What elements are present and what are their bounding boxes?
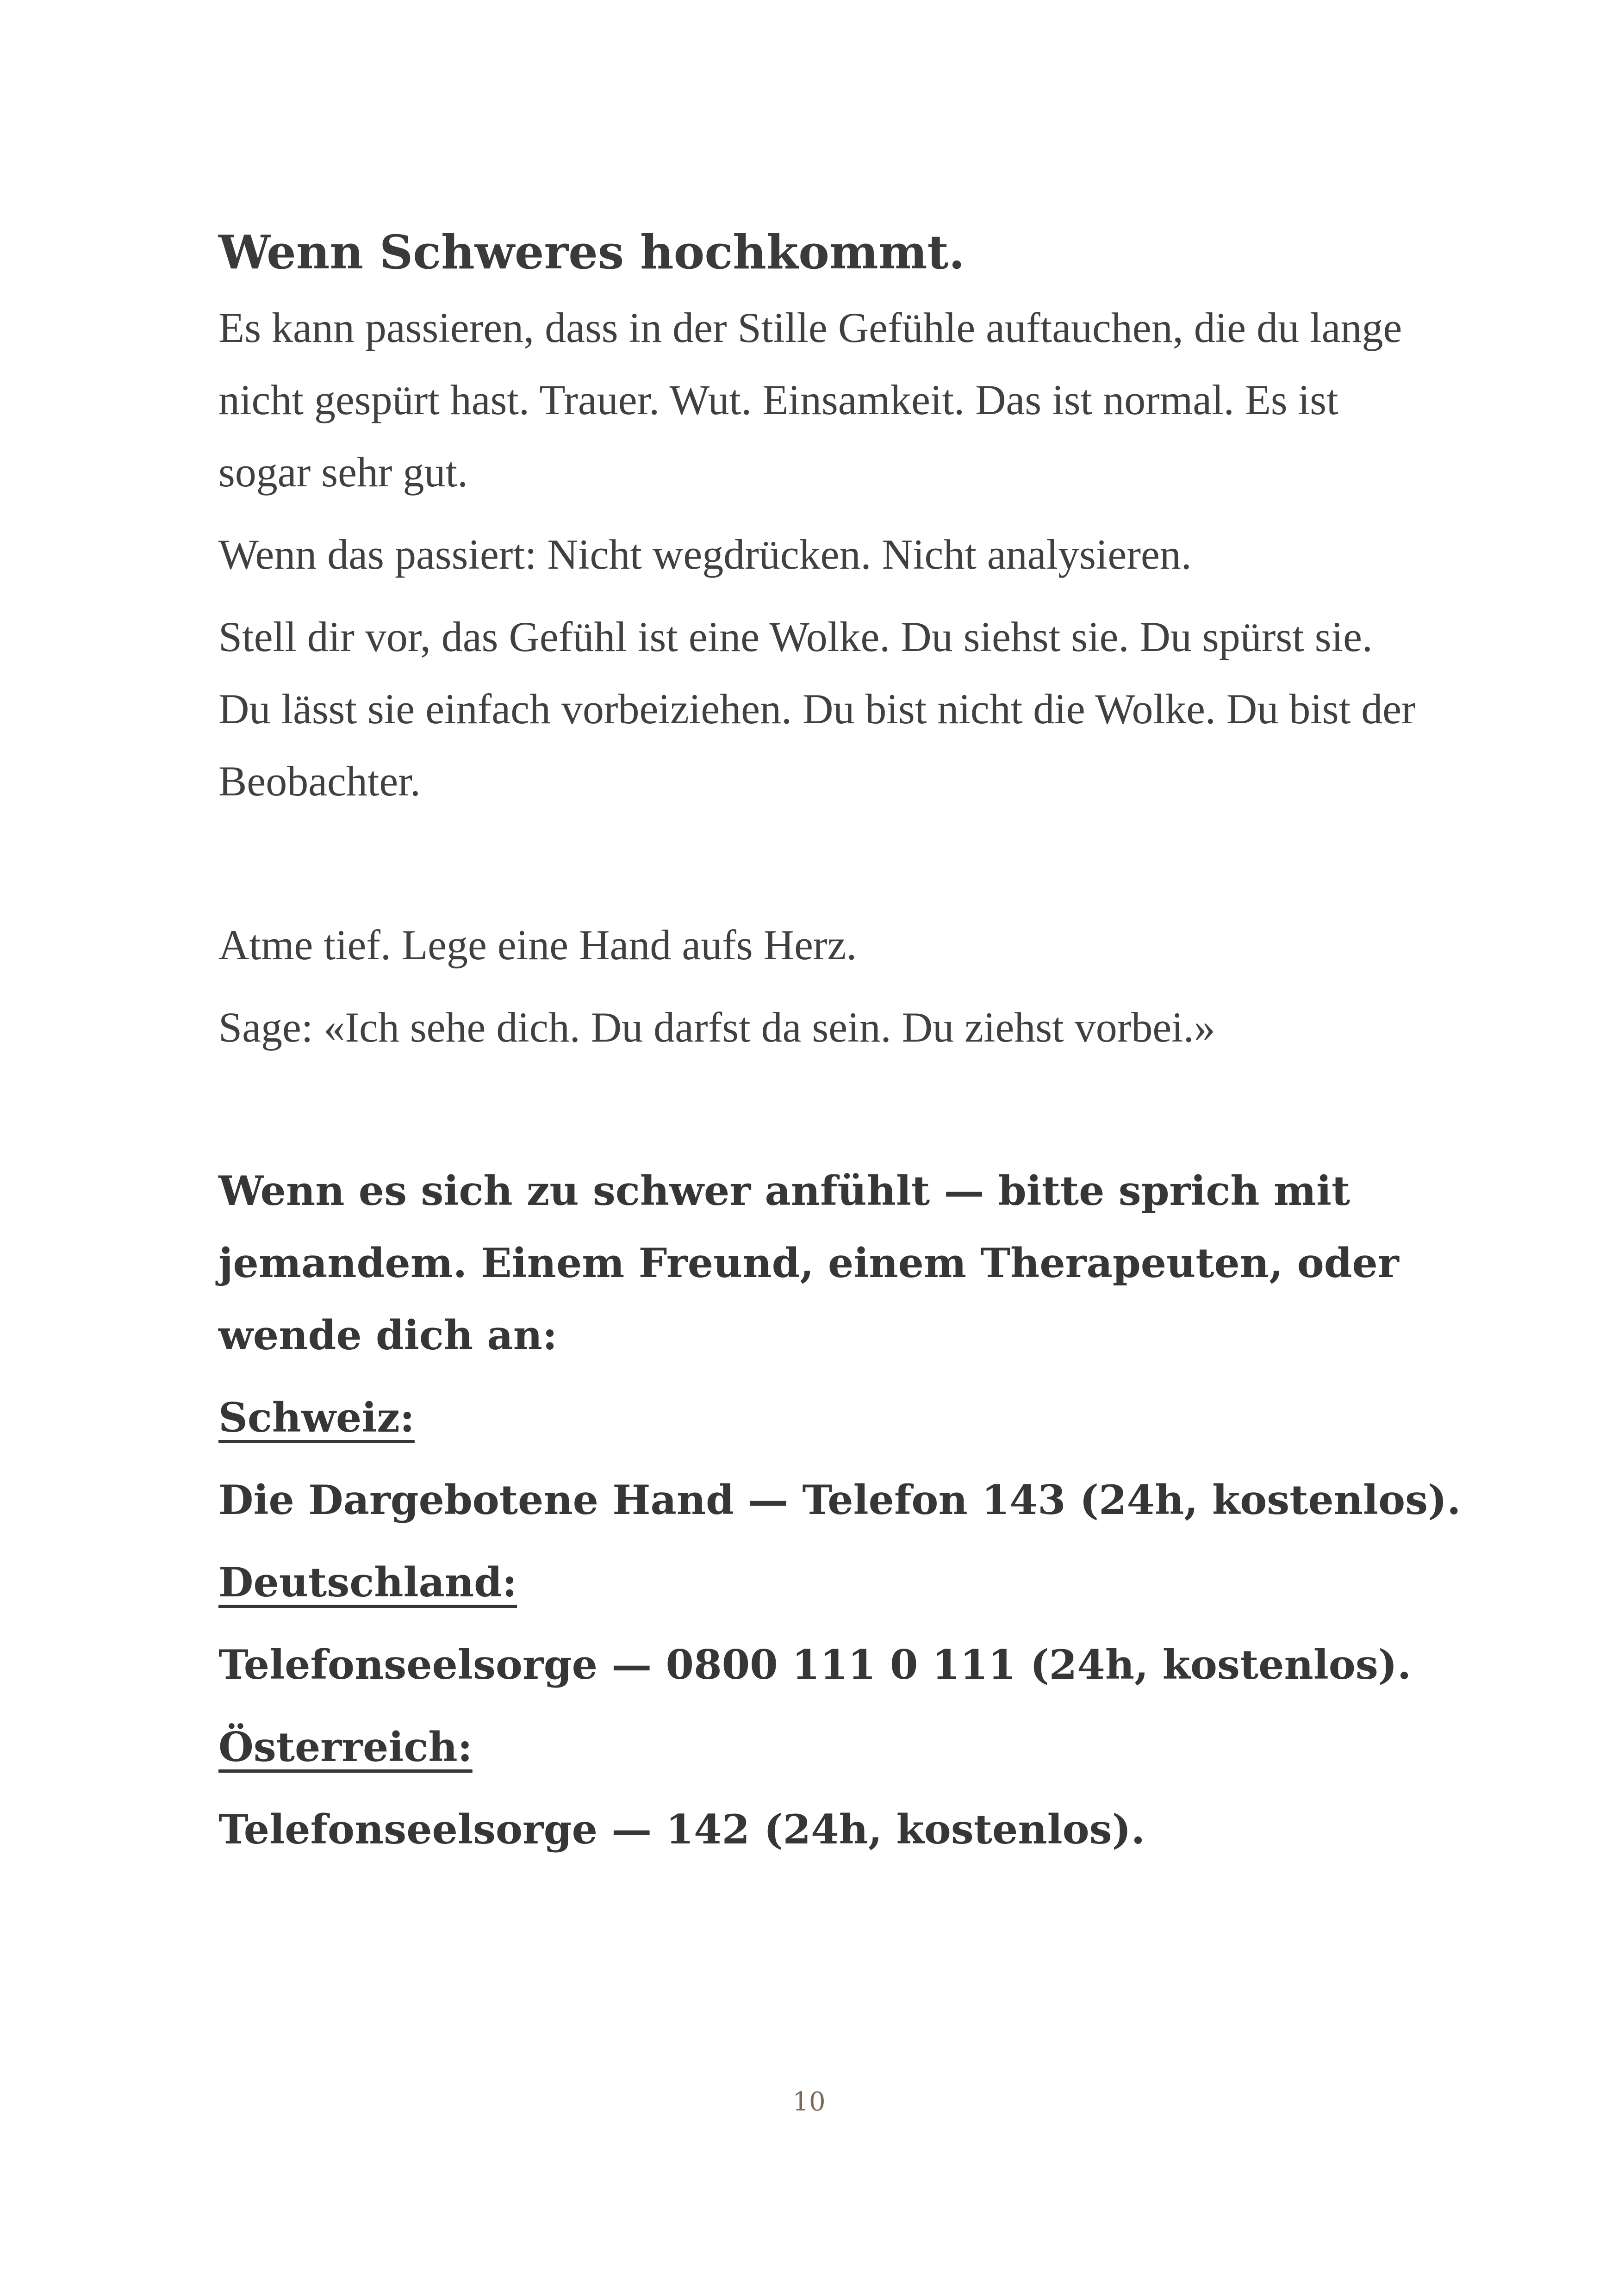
spacer <box>218 827 1422 909</box>
paragraph-cloud-metaphor: Stell dir vor, das Gefühl ist eine Wolke. Du siehst sie. Du spürst sie. Du lässt sie einfach vorbeiziehen. Du bist nicht die Wolke. Du bist der Beobachter. <box>218 613 1416 805</box>
paragraph-instruction: Wenn das passiert: Nicht wegdrücken. Nicht analysieren. <box>218 531 1192 578</box>
country-label: Schweiz: <box>218 1394 415 1441</box>
country-label: Deutschland: <box>218 1558 517 1606</box>
breathing-line-2: Sage: «Ich sehe dich. Du darfst da sein. Du ziehst vorbei.» <box>218 1004 1215 1051</box>
paragraph-intro: Es kann passieren, dass in der Stille Gefühle auftauchen, die du lange nicht gespürt hast. Trauer. Wut. Einsamkeit. Das ist normal. Es ist sogar sehr gut. <box>218 304 1402 496</box>
page-number: 10 <box>792 2087 826 2117</box>
contact-country-germany <box>218 1546 1422 1619</box>
contact-country-austria <box>218 1711 1422 1783</box>
section-heading: Wenn Schweres hochkommt. <box>218 225 965 279</box>
help-intro: Wenn es sich zu schwer anfühlt — bitte sprich mit jemandem. Einem Freund, einem Therapeuten, oder wende dich an: <box>218 1167 1399 1359</box>
breathing-line-1: Atme tief. Lege eine Hand aufs Herz. <box>218 921 857 968</box>
page-content <box>218 217 1461 1876</box>
contact-service-germany: Telefonseelsorge — 0800 111 0 111 (24h, kostenlos). <box>218 1641 1412 1688</box>
contact-service-switzerland: Die Dargebotene Hand — Telefon 143 (24h, kostenlos). <box>218 1476 1461 1524</box>
country-label: Österreich: <box>218 1723 473 1771</box>
spacer <box>218 1074 1422 1155</box>
contact-service-austria: Telefonseelsorge — 142 (24h, kostenlos). <box>218 1806 1145 1853</box>
contact-country-switzerland <box>218 1382 1422 1454</box>
